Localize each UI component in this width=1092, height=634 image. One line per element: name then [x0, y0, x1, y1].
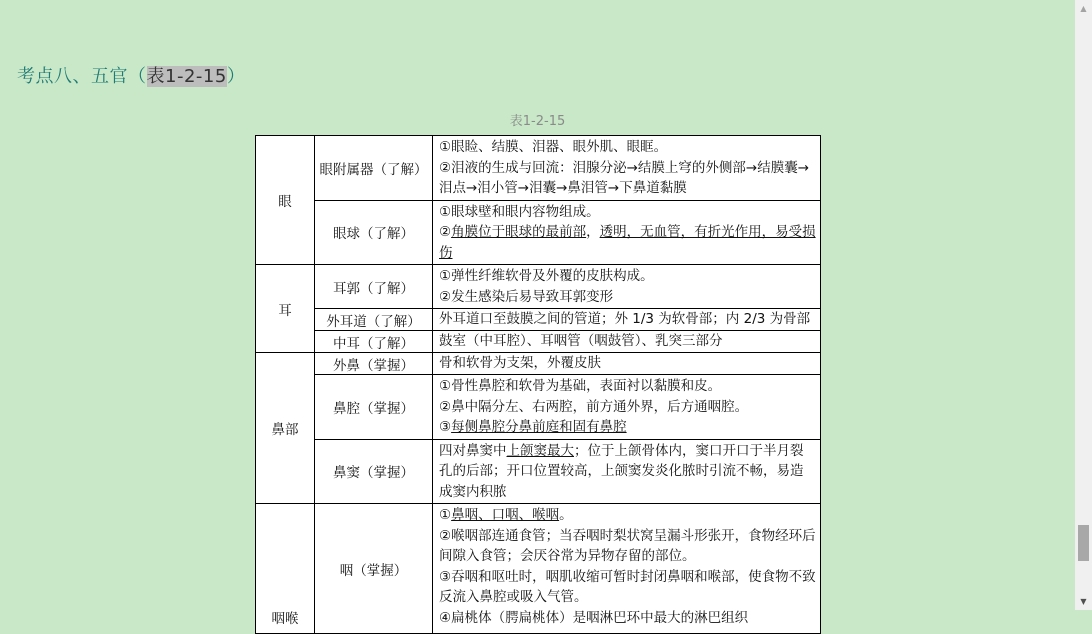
heading-suffix: ） — [226, 66, 246, 87]
category-ear: 耳 — [256, 265, 315, 353]
content-ear-canal: 外耳道口至鼓膜之间的管道；外 1/3 为软骨部；内 2/3 为骨部 — [433, 309, 821, 331]
content-line: ②鼻中隔分左、右两腔，前方通外界，后方通咽腔。 — [439, 398, 749, 415]
content-external-nose: 骨和软骨为支架，外覆皮肤 — [433, 353, 821, 375]
text-segment: ， — [586, 224, 600, 240]
table-row — [256, 353, 821, 375]
section-heading — [17, 62, 245, 88]
text-segment: 。 — [559, 507, 573, 523]
table-row — [256, 331, 821, 353]
table-row — [256, 504, 821, 634]
content-eye-adnexa — [433, 136, 821, 201]
content-nasal-cavity — [433, 375, 821, 440]
content-line: ②喉咽部连通食管；当吞咽时梨状窝呈漏斗形张开，食物经环后间隙入食管；会厌谷常为异物存留的部位。 — [439, 527, 816, 564]
underlined-text: 每侧鼻腔分鼻前庭和固有鼻腔 — [451, 419, 627, 435]
label-pharynx: 咽（掌握） — [315, 504, 433, 634]
label-external-nose: 外鼻（掌握） — [315, 353, 433, 375]
underlined-text: 上颌窦最大 — [506, 442, 574, 459]
label-middle-ear: 中耳（了解） — [315, 331, 433, 353]
table-row — [256, 309, 821, 331]
table-caption: 表1-2-15 — [509, 114, 566, 129]
content-line: ③吞咽和呕吐时，咽肌收缩可暂时封闭鼻咽和喉部，使食物不致反流入鼻腔或吸入气管。 — [439, 568, 816, 605]
content-line: ②发生感染后易导致耳郭变形 — [439, 288, 614, 305]
text-segment: ③ — [439, 419, 452, 435]
category-eye: 眼 — [256, 136, 315, 265]
scroll-thumb[interactable] — [1078, 525, 1089, 561]
content-line — [439, 417, 816, 438]
table-row — [256, 200, 821, 265]
text-segment: ；位于上颌骨体内，窦口开口于半月裂孔的后部；开口位置较高，上颌窦发炎化脓时引流不畅，易造成窦内积脓 — [439, 442, 804, 500]
vertical-scrollbar[interactable] — [1075, 0, 1092, 610]
content-line: ④扁桃体（腭扁桃体）是咽淋巴环中最大的淋巴组织 — [439, 609, 749, 626]
label-eye-adnexa: 眼附属器（了解） — [315, 136, 433, 201]
scroll-down-icon[interactable]: ▼ — [1080, 597, 1087, 606]
text-segment: ② — [439, 224, 452, 240]
table-row — [256, 375, 821, 440]
text-segment: ① — [439, 507, 452, 523]
label-ear-canal: 外耳道（了解） — [315, 309, 433, 331]
category-nose: 鼻部 — [256, 353, 315, 504]
label-eyeball: 眼球（了解） — [315, 200, 433, 265]
content-line — [439, 505, 816, 526]
label-auricle: 耳郭（了解） — [315, 265, 433, 309]
content-line: ①骨性鼻腔和软骨为基础，表面衬以黏膜和皮。 — [439, 378, 722, 394]
underlined-text: 角膜位于眼球的最前部 — [451, 224, 587, 240]
text-segment: 四对鼻窦中 — [439, 442, 507, 459]
table-row — [256, 265, 821, 309]
underlined-text: 鼻咽、口咽、喉咽 — [451, 507, 560, 523]
category-throat: 咽喉 — [256, 504, 315, 634]
content-line: ①弹性纤维软骨及外覆的皮肤构成。 — [439, 268, 654, 284]
content-eyeball — [433, 200, 821, 265]
content-line: ①眼球壁和眼内容物组成。 — [439, 203, 600, 220]
label-nasal-cavity: 鼻腔（掌握） — [315, 375, 433, 440]
content-middle-ear: 鼓室（中耳腔）、耳咽管（咽鼓管）、乳突三部分 — [433, 331, 821, 353]
scroll-up-icon[interactable]: ▲ — [1080, 4, 1087, 13]
anatomy-table — [255, 135, 821, 634]
heading-prefix: 考点八、五官（ — [17, 66, 147, 87]
label-sinus: 鼻窦（掌握） — [315, 439, 433, 504]
content-line: ②泪液的生成与回流：泪腺分泌→结膜上穹的外侧部→结膜囊→泪点→泪小管→泪囊→鼻泪管→下鼻道黏膜 — [439, 159, 810, 196]
table-row — [256, 136, 821, 201]
heading-highlight: 表1-2-15 — [146, 66, 227, 87]
content-auricle — [433, 265, 821, 309]
content-line — [439, 222, 816, 263]
content-line: ①眼睑、结膜、泪器、眼外肌、眼眶。 — [439, 139, 668, 155]
table-row — [256, 439, 821, 504]
underlined-text: 透明，无血管，有折光作用，易受损伤 — [439, 224, 816, 261]
content-pharynx — [433, 504, 821, 634]
content-sinus — [433, 439, 821, 504]
